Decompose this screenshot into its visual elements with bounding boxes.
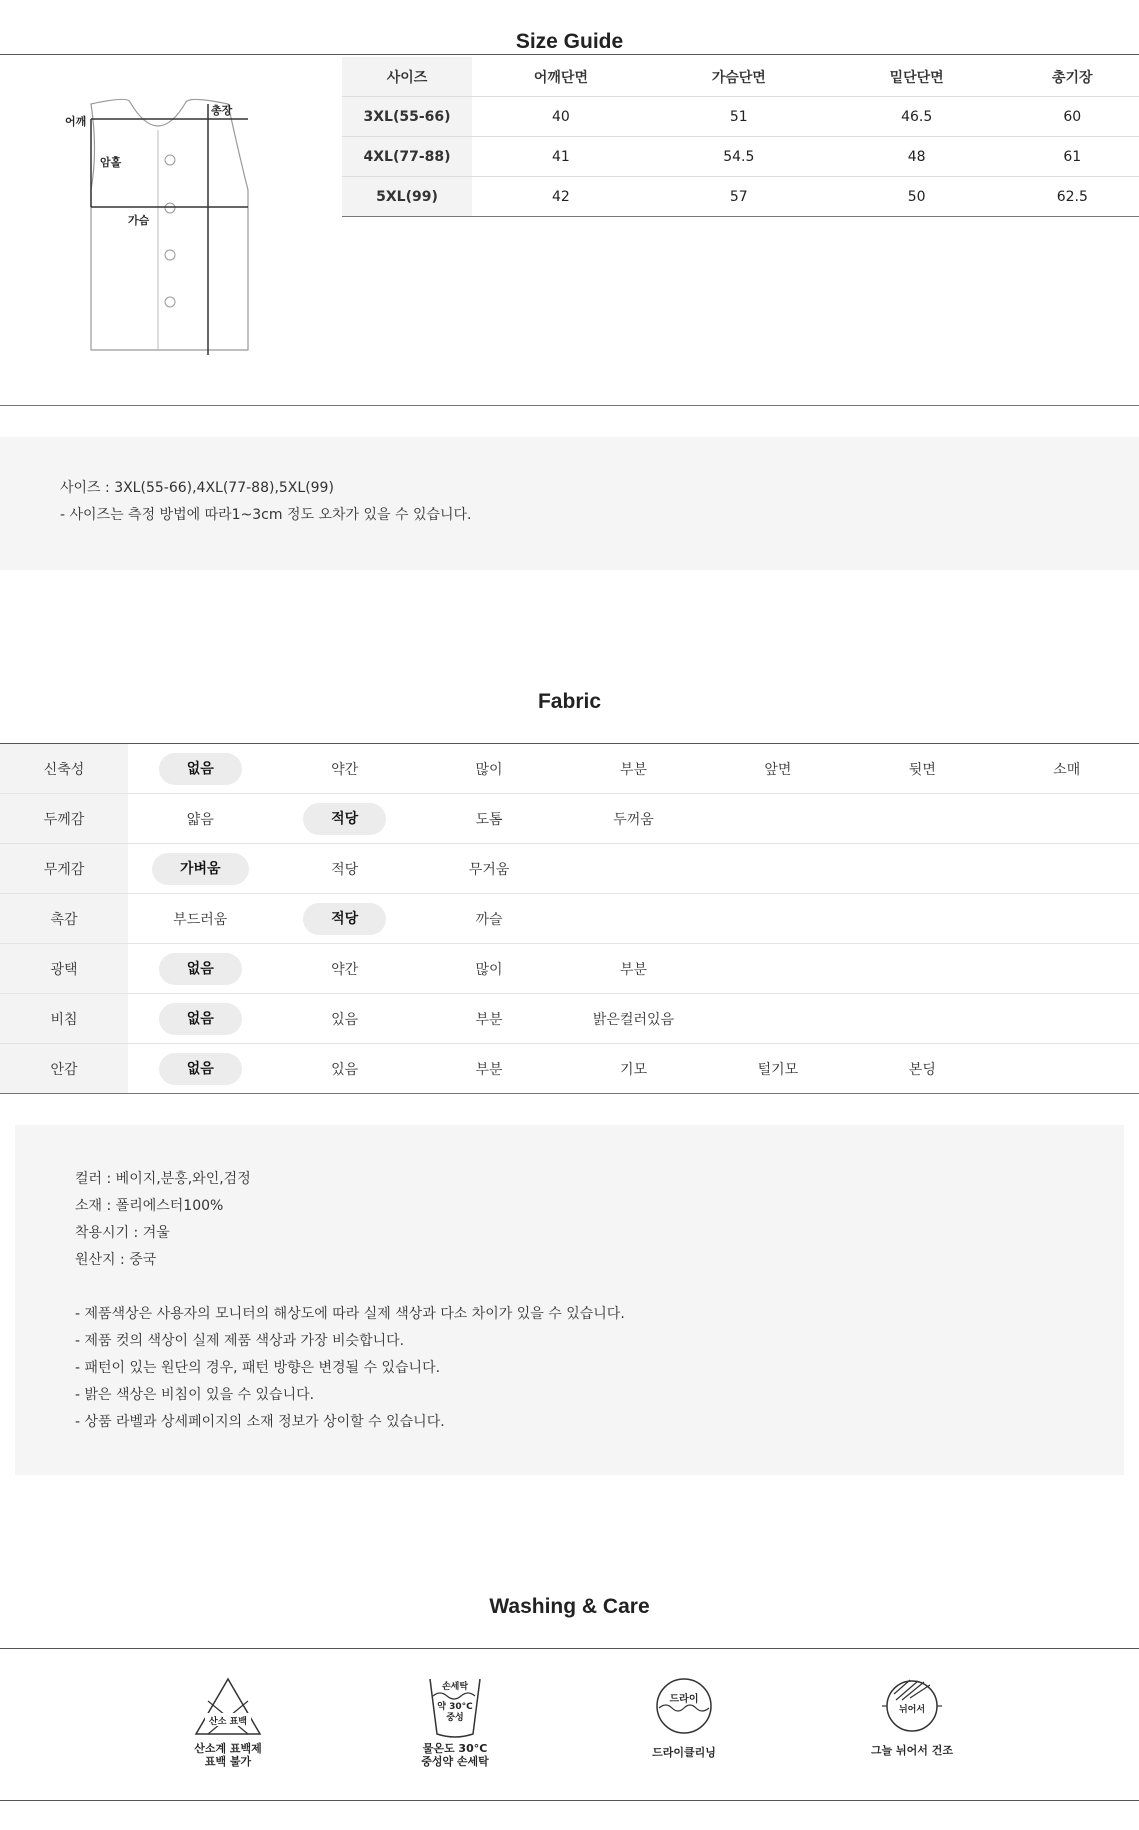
table-row [0,1044,1139,1094]
fabric-option-cell [706,994,850,1044]
size-cell: 57 [650,177,828,217]
care-label: 산소계 표백제 표백 불가 [194,1742,262,1768]
fabric-option: 적당 [331,861,359,878]
fabric-option-cell [272,744,416,794]
fabric-notice-line: - 밝은 색상은 비침이 있을 수 있습니다. [75,1387,315,1403]
fabric-option-cell [272,1044,416,1094]
fabric-option-cell [561,944,705,994]
fabric-option: 부드러움 [173,911,228,928]
size-cell: 48 [828,137,1006,177]
bleach-triangle-icon: 산소 표백 [193,1676,263,1738]
size-cell: 46.5 [828,97,1006,137]
fabric-notice-line: - 제품 컷의 색상이 실제 제품 색상과 가장 비슷합니다. [75,1333,405,1349]
fabric-row-label: 촉감 [0,894,128,944]
size-cell: 42 [472,177,650,217]
fabric-option-cell [706,844,850,894]
size-cell: 60 [1006,97,1139,137]
fabric-option: 도톰 [475,811,503,828]
size-guide-title: Size Guide [515,30,624,53]
fabric-option-cell [417,744,561,794]
fabric-option: 약간 [331,761,359,778]
fabric-option-cell [850,744,994,794]
care-item-dryclean [594,1670,774,1759]
fabric-row-label: 광택 [0,944,128,994]
fabric-option-selected: 적당 [303,903,386,935]
table-row [0,944,1139,994]
washing-top-divider [0,1648,1139,1649]
diagram-label-armhole: 암홀 [100,156,122,169]
fabric-row-label: 비침 [0,994,128,1044]
fabric-notice-line: - 상품 라벨과 상세페이지의 소재 정보가 상이할 수 있습니다. [75,1414,445,1430]
fabric-option-cell [561,1044,705,1094]
fabric-info-line: 소재 : 폴리에스터100% [75,1198,224,1214]
fabric-option: 본딩 [908,1061,936,1078]
fabric-option-cell [561,794,705,844]
fabric-option-cell [850,944,994,994]
size-notes-box [0,437,1139,570]
fabric-option-cell [417,1044,561,1094]
fabric-option: 털기모 [757,1061,799,1078]
care-label: 드라이클리닝 [652,1746,716,1759]
size-guide-bottom-divider [0,405,1139,406]
fabric-option: 앞면 [764,761,792,778]
fabric-option-cell [128,744,272,794]
fabric-row-label: 무게감 [0,844,128,894]
dry-clean-circle-icon: 드라이 [654,1676,714,1736]
fabric-option: 뒷면 [908,761,936,778]
fabric-option-selected: 없음 [159,1003,242,1035]
care-label: 물온도 30°C 중성약 손세탁 [421,1742,489,1768]
fabric-option-cell [850,994,994,1044]
size-header-cell: 사이즈 [342,57,472,97]
fabric-option-cell [706,744,850,794]
size-cell: 40 [472,97,650,137]
washing-bottom-divider [0,1800,1139,1801]
fabric-option-cell [995,994,1139,1044]
fabric-option-cell [850,794,994,844]
fabric-info-line: 컬러 : 베이지,분홍,와인,검정 [75,1171,251,1187]
fabric-option-cell [561,994,705,1044]
fabric-option: 무거움 [468,861,510,878]
fabric-option-cell [995,844,1139,894]
size-row-label: 3XL(55-66) [342,97,472,137]
fabric-option: 많이 [475,761,503,778]
size-cell: 54.5 [650,137,828,177]
fabric-option: 까슬 [475,911,503,928]
fabric-option-cell [995,744,1139,794]
fabric-info-box [15,1125,1124,1475]
fabric-option: 있음 [331,1011,359,1028]
handwash-basin-icon: 손세탁 약 30°C 중성 [427,1676,483,1742]
fabric-row-label: 안감 [0,1044,128,1094]
fabric-option-cell [417,894,561,944]
fabric-option-selected: 가벼움 [152,853,249,885]
fabric-option-cell [561,894,705,944]
fabric-option-selected: 없음 [159,953,242,985]
fabric-option-selected: 적당 [303,803,386,835]
fabric-option: 밝은컬러있음 [592,1011,675,1028]
size-row-label: 4XL(77-88) [342,137,472,177]
table-row [0,744,1139,794]
size-table-header-row [342,57,1139,97]
fabric-option-cell [706,794,850,844]
table-row [342,137,1139,177]
care-item-bleach [138,1670,318,1768]
fabric-option-cell [128,1044,272,1094]
fabric-info-line: 착용시기 : 겨울 [75,1225,170,1241]
fabric-option: 있음 [331,1061,359,1078]
fabric-option: 얇음 [186,811,214,828]
fabric-option: 두꺼움 [613,811,654,828]
fabric-option-cell [417,844,561,894]
fabric-option-cell [995,1044,1139,1094]
fabric-option-cell [850,1044,994,1094]
fabric-row-label: 신축성 [0,744,128,794]
fabric-notice-line: - 패턴이 있는 원단의 경우, 패턴 방향은 변경될 수 있습니다. [75,1360,441,1376]
table-row [342,97,1139,137]
fabric-option: 많이 [475,961,503,978]
fabric-option-cell [850,844,994,894]
fabric-option-cell [417,794,561,844]
fabric-option-cell [272,794,416,844]
fabric-option-cell [850,894,994,944]
diagram-label-length: 총장 [211,104,233,117]
table-row [342,177,1139,217]
fabric-option: 부분 [475,1061,503,1078]
diagram-label-chest: 가슴 [128,214,150,227]
care-item-shade-dry [822,1670,1002,1757]
fabric-option-cell [995,944,1139,994]
fabric-option-cell [561,844,705,894]
shade-dry-icon: 뉘어서 [880,1674,944,1736]
diagram-label-shoulder: 어깨 [65,115,87,128]
fabric-option-cell [706,894,850,944]
fabric-option-cell [272,894,416,944]
care-item-handwash [365,1670,545,1768]
size-cell: 61 [1006,137,1139,177]
fabric-option: 부분 [475,1011,503,1028]
fabric-title: Fabric [537,690,602,713]
fabric-option-cell [706,1044,850,1094]
fabric-table [0,744,1139,1094]
fabric-option: 약간 [331,961,359,978]
size-header-cell: 밑단단면 [828,57,1006,97]
fabric-notice-line: - 제품색상은 사용자의 모니터의 해상도에 따라 실제 색상과 다소 차이가 있을 수 있습니다. [75,1306,625,1322]
fabric-option-cell [561,744,705,794]
table-row [0,794,1139,844]
fabric-option: 부분 [619,961,648,978]
fabric-option-cell [995,894,1139,944]
fabric-option-cell [128,944,272,994]
table-row [0,994,1139,1044]
fabric-option-selected: 없음 [159,1053,242,1085]
size-row-label: 5XL(99) [342,177,472,217]
table-row [0,894,1139,944]
fabric-option-cell [128,844,272,894]
fabric-option-cell [128,994,272,1044]
size-cell: 41 [472,137,650,177]
fabric-option-cell [417,994,561,1044]
size-header-cell: 어깨단면 [472,57,650,97]
size-cell: 51 [650,97,828,137]
fabric-option: 소매 [1053,761,1081,778]
fabric-option-cell [417,944,561,994]
fabric-option: 부분 [619,761,648,778]
fabric-info-line: 원산지 : 중국 [75,1252,157,1268]
fabric-option-cell [128,894,272,944]
size-table [342,57,1139,217]
size-guide-top-divider [0,54,1139,55]
fabric-option: 기모 [619,1061,648,1078]
fabric-option-cell [272,994,416,1044]
vest-size-diagram [58,90,258,360]
fabric-row-label: 두께감 [0,794,128,844]
size-cell: 50 [828,177,1006,217]
fabric-option-cell [995,794,1139,844]
care-label: 그늘 뉘어서 건조 [870,1744,954,1757]
washing-title: Washing & Care [489,1595,650,1618]
size-cell: 62.5 [1006,177,1139,217]
size-header-cell: 가슴단면 [650,57,828,97]
fabric-option-cell [272,944,416,994]
table-row [0,844,1139,894]
fabric-option-cell [706,944,850,994]
fabric-option-cell [272,844,416,894]
size-note: - 사이즈는 측정 방법에 따라1~3cm 정도 오차가 있을 수 있습니다. [60,507,472,523]
size-header-cell: 총기장 [1006,57,1139,97]
fabric-option-cell [128,794,272,844]
fabric-option-selected: 없음 [159,753,242,785]
size-note: 사이즈 : 3XL(55-66),4XL(77-88),5XL(99) [60,480,334,496]
